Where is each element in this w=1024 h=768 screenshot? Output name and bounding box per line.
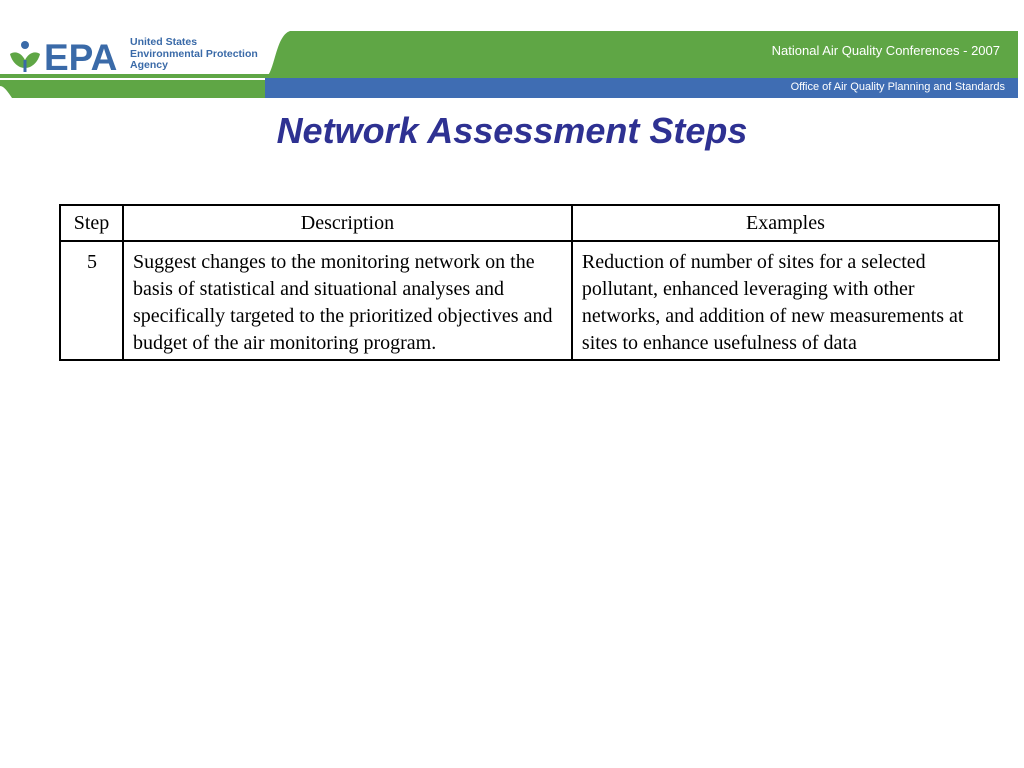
epa-logo-letters: EPA — [44, 37, 118, 76]
agency-line-1: United States — [130, 36, 198, 48]
slide-header — [0, 0, 1024, 100]
epa-flower-icon — [10, 41, 40, 72]
agency-line-2: Environmental Protection — [130, 47, 258, 60]
table-header-row — [60, 205, 999, 241]
steps-table — [59, 204, 1000, 361]
description-cell: Suggest changes to the monitoring network on the basis of statistical and situational analyses and specifically targeted to the prioritized objectives and budget of the air monitoring program. — [123, 241, 572, 360]
agency-name — [130, 37, 258, 72]
header-step: Step — [60, 205, 123, 241]
examples-cell: Reduction of number of sites for a selected pollutant, enhanced leveraging with other networks, and addition of new measurements at sites to enhance usefulness of data — [572, 241, 999, 360]
page-title: Network Assessment Steps — [276, 110, 748, 151]
office-name: Office of Air Quality Planning and Standards — [790, 81, 1005, 93]
header-description: Description — [123, 205, 572, 241]
agency-line-3: Agency — [130, 59, 168, 71]
table-row — [60, 241, 999, 360]
conference-title: National Air Quality Conferences - 2007 — [771, 43, 1000, 58]
step-cell: 5 — [60, 241, 123, 360]
header-examples: Examples — [572, 205, 999, 241]
